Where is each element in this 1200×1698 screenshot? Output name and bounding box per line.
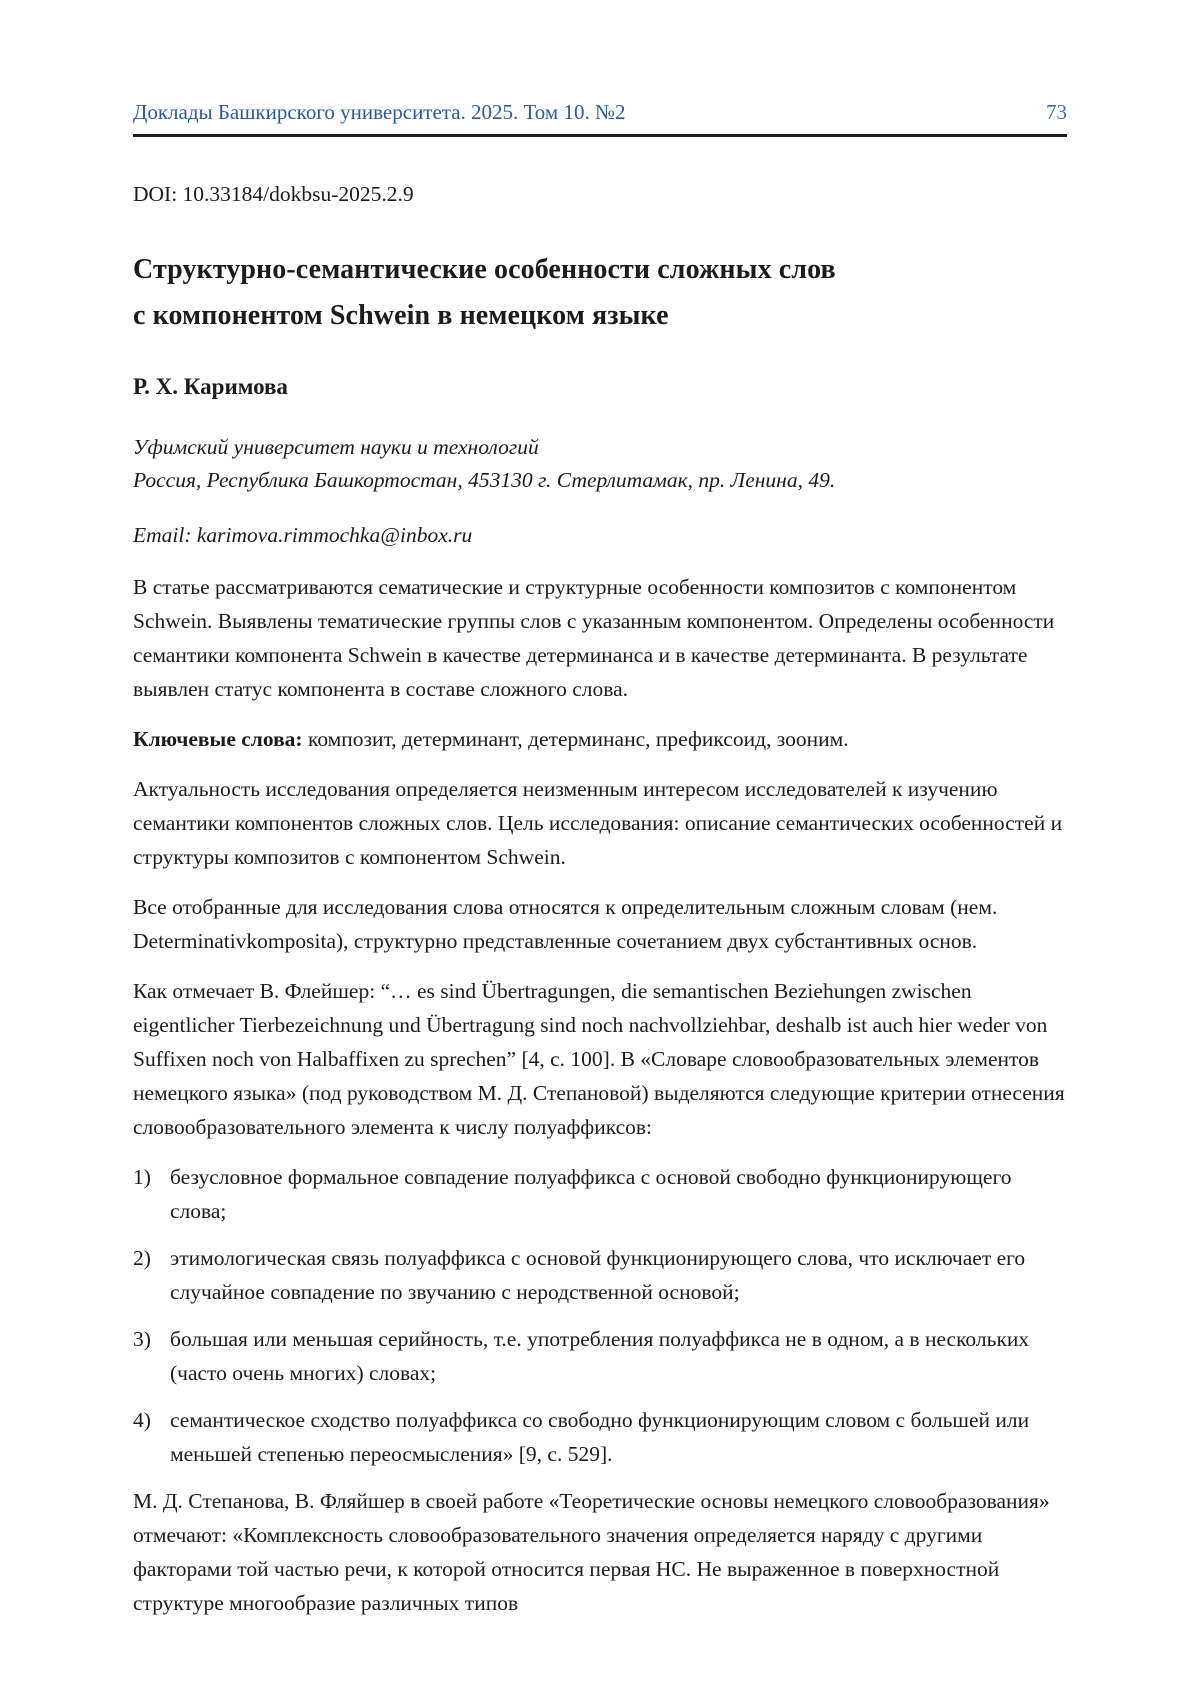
list-item-text: безусловное формальное совпадение полуаффикса с основой свободно функционирующего слова; <box>170 1165 1012 1223</box>
list-item-marker: 3) <box>133 1327 151 1351</box>
doi-line: DOI: 10.33184/dokbsu-2025.2.9 <box>133 182 414 206</box>
list-item-text: этимологическая связь полуаффикса с основой функционирующего слова, что исключает его случайное совпадение по звучанию с неродственной основой; <box>170 1246 1026 1304</box>
running-head <box>133 100 1067 124</box>
journal-header-text: Доклады Башкирского университета. 2025. Том 10. №2 <box>133 100 626 124</box>
body-paragraph-stepanova: М. Д. Степанова, В. Фляйшер в своей работе «Теоретические основы немецкого словообразования» отмечают: «Комплексность словообразовательного значения определяется наряду с другими факторами той частью речи, к которой относится первая НС. Не выраженное в поверхностной структуре многообразие различных типов <box>133 1489 1050 1615</box>
list-item <box>133 1241 1067 1309</box>
header-rule <box>133 134 1067 137</box>
author-name: Р. Х. Каримова <box>133 374 288 399</box>
abstract-paragraph: В статье рассматриваются сематические и структурные особенности композитов с компонентом Schwein. Выявлены тематические группы слов с указанным компонентом. Определены особенности семантики компонента Schwein в качестве детерминанса и в качестве детерминанта. В результате выявлен статус компонента в составе сложного слова. <box>133 575 1055 701</box>
page-number: 73 <box>1046 100 1067 124</box>
article-body <box>133 570 1067 1620</box>
article-title-line-2: с компонентом Schwein в немецком языке <box>133 300 669 331</box>
keywords-label: Ключевые слова: <box>133 727 303 751</box>
affiliation-address: Россия, Республика Башкортостан, 453130 г. Стерлитамак, пр. Ленина, 49. <box>133 468 836 492</box>
affiliation-institution: Уфимский университет науки и технологий <box>133 435 539 459</box>
criteria-list <box>133 1160 1067 1471</box>
article-title-line-1: Структурно-семантические особенности сложных слов <box>133 254 836 285</box>
keywords-text: композит, детерминант, детерминанс, префиксоид, зооним. <box>307 727 849 751</box>
list-item-text: большая или меньшая серийность, т.е. употребления полуаффикса не в одном, а в нескольких (часто очень многих) словах; <box>170 1327 1030 1385</box>
body-paragraph-relevance: Актуальность исследования определяется неизменным интересом исследователей к изучению семантики компонентов сложных слов. Цель исследования: описание семантических особенностей и структуры композитов с компонентом Schwein. <box>133 777 1063 869</box>
list-item-marker: 1) <box>133 1165 151 1189</box>
list-item-marker: 2) <box>133 1246 151 1270</box>
list-item-text: семантическое сходство полуаффикса со свободно функционирующим словом с большей или меньшей степенью переосмысления» [9, с. 529]. <box>170 1408 1030 1466</box>
author-email: Email: karimova.rimmochka@inbox.ru <box>133 523 473 547</box>
article-title <box>133 247 1067 339</box>
list-item <box>133 1322 1067 1390</box>
list-item <box>133 1160 1067 1228</box>
keywords-line <box>133 722 1067 756</box>
affiliation-block <box>133 431 1067 497</box>
list-item <box>133 1403 1067 1471</box>
body-paragraph-fleischer-quote: Как отмечает В. Флейшер: “… es sind Übertragungen, die semantischen Beziehungen zwischen eigentlicher Tierbezeichnung und Übertragung sind noch nachvollziehbar, deshalb ist auch hier weder von Suffixen noch von Halbaffixen zu sprechen” [4, с. 100]. В «Словаре словообразовательных элементов немецкого языка» (под руководством М. Д. Степановой) выделяются следующие критерии отнесения словообразовательного элемента к числу полуаффиксов: <box>133 979 1065 1139</box>
list-item-marker: 4) <box>133 1408 151 1432</box>
body-paragraph-composita: Все отобранные для исследования слова относятся к определительным сложным словам (нем. Determinativkomposita), структурно представленные сочетанием двух субстантивных основ. <box>133 895 998 953</box>
